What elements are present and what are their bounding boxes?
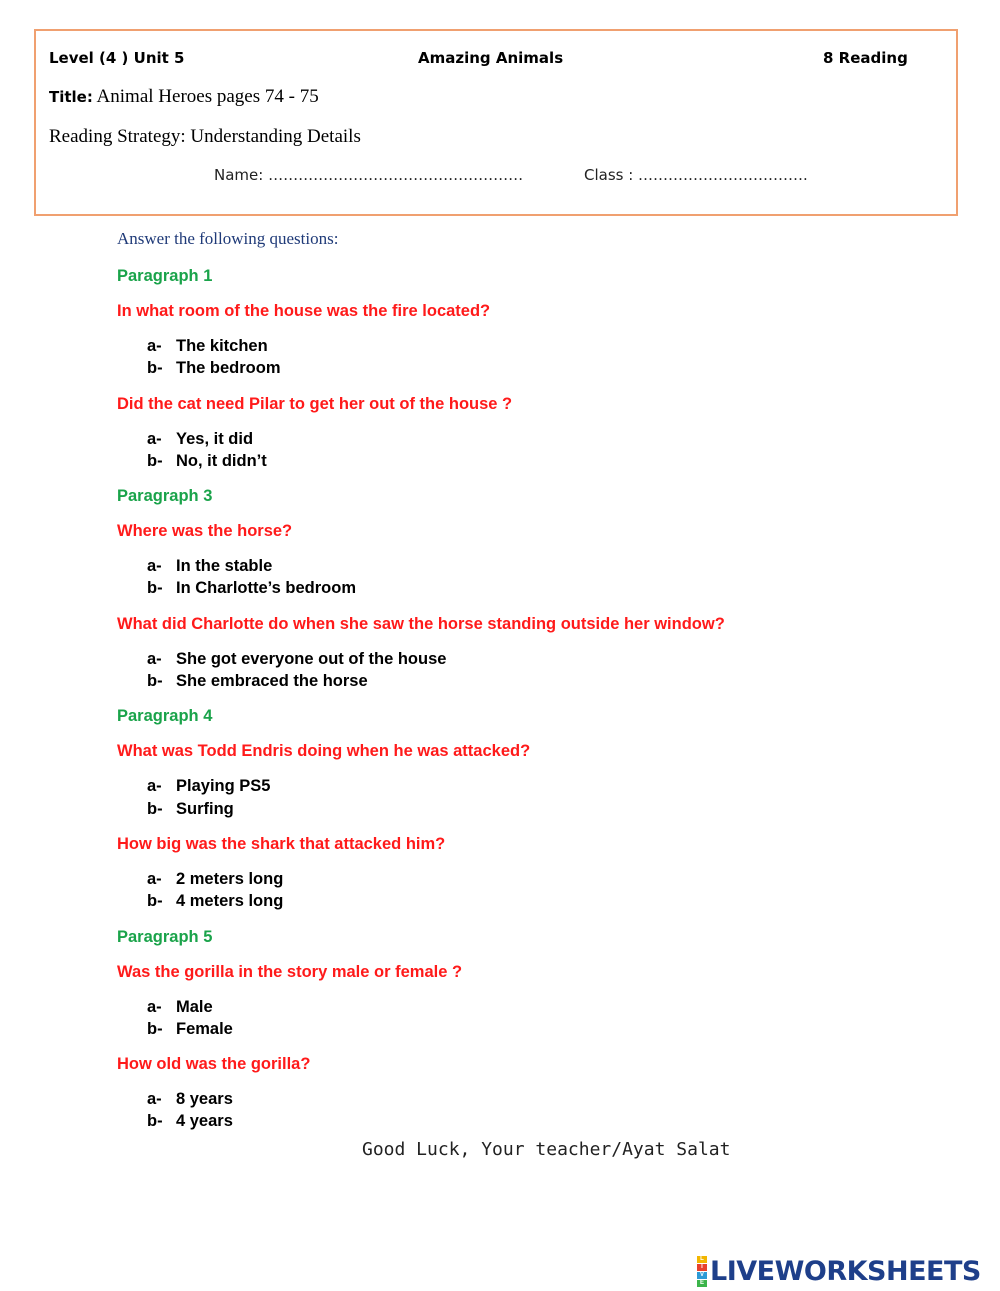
option-letter: b- [147, 799, 163, 818]
answer-option[interactable] [117, 775, 937, 797]
option-text: Male [176, 997, 213, 1016]
answer-options [117, 335, 937, 380]
reading-label: 8 Reading [823, 49, 908, 67]
question-text: Did the cat need Pilar to get her out of the house ? [117, 394, 513, 413]
name-field: Name: …………………………………………… [214, 166, 524, 184]
paragraph-heading: Paragraph 5 [117, 927, 213, 946]
option-text: She got everyone out of the house [176, 649, 447, 668]
option-text: The bedroom [176, 359, 281, 378]
answer-option[interactable] [117, 798, 937, 820]
logo-mark-letter: L [697, 1256, 707, 1263]
liveworksheets-logo [697, 1256, 981, 1286]
answer-option[interactable] [117, 868, 937, 890]
option-text: Playing PS5 [176, 777, 271, 796]
option-text: No, it didn’t [176, 451, 267, 470]
option-text: Female [176, 1019, 233, 1038]
paragraph-heading: Paragraph 4 [117, 707, 213, 726]
option-letter: a- [147, 997, 162, 1016]
option-letter: a- [147, 777, 162, 796]
option-letter: b- [147, 579, 163, 598]
answer-options [117, 428, 937, 473]
option-letter: b- [147, 1112, 163, 1131]
option-text: 4 years [176, 1112, 233, 1131]
option-letter: a- [147, 869, 162, 888]
option-letter: b- [147, 451, 163, 470]
answer-option[interactable] [117, 670, 937, 692]
question-text: In what room of the house was the fire located? [117, 302, 491, 320]
questions-area [117, 265, 937, 1146]
answer-options [117, 1088, 937, 1133]
title-value: Animal Heroes pages 74 - 75 [92, 86, 319, 107]
logo-mark-icon [697, 1256, 707, 1287]
reading-strategy: Reading Strategy: Understanding Details [49, 126, 361, 147]
question-text: What was Todd Endris doing when he was attacked? [117, 742, 531, 761]
option-text: 4 meters long [176, 892, 284, 911]
option-text: 8 years [176, 1090, 233, 1109]
answer-option[interactable] [117, 996, 937, 1018]
option-letter: b- [147, 892, 163, 911]
question-text: What did Charlotte do when she saw the horse standing outside her window? [117, 614, 725, 633]
question-text: Where was the horse? [117, 522, 293, 541]
option-text: Surfing [176, 799, 234, 818]
logo-mark-letter: I [697, 1264, 707, 1271]
answer-option[interactable] [117, 648, 937, 670]
answer-option[interactable] [117, 890, 937, 912]
option-letter: b- [147, 1019, 163, 1038]
answer-options [117, 555, 937, 600]
level-unit: Level (4 ) Unit 5 [49, 49, 185, 67]
worksheet-header [34, 29, 958, 216]
option-text: Yes, it did [176, 429, 254, 448]
answer-option[interactable] [117, 335, 937, 357]
unit-title: Amazing Animals [418, 49, 564, 67]
question-text: How old was the gorilla? [117, 1055, 311, 1074]
answer-option[interactable] [117, 1018, 937, 1040]
class-field: Class : ……………………………. [584, 166, 808, 184]
closing-note: Good Luck, Your teacher/Ayat Salat [362, 1139, 731, 1160]
answer-options [117, 775, 937, 820]
option-text: The kitchen [176, 337, 268, 355]
instructions: Answer the following questions: [117, 229, 339, 248]
logo-mark-letter: E [697, 1280, 707, 1287]
option-text: In Charlotte’s bedroom [176, 579, 356, 598]
answer-option[interactable] [117, 1110, 937, 1132]
answer-options [117, 648, 937, 693]
question-text: How big was the shark that attacked him? [117, 834, 446, 853]
answer-option[interactable] [117, 577, 937, 599]
option-letter: a- [147, 557, 162, 576]
answer-option[interactable] [117, 555, 937, 577]
question-text: Was the gorilla in the story male or female ? [117, 962, 463, 981]
option-letter: a- [147, 429, 162, 448]
title-line [49, 86, 319, 108]
answer-options [117, 868, 937, 913]
option-letter: b- [147, 359, 163, 378]
title-label: Title: [49, 88, 93, 106]
answer-option[interactable] [117, 1088, 937, 1110]
option-text: In the stable [176, 557, 273, 576]
answer-option[interactable] [117, 428, 937, 450]
option-letter: b- [147, 672, 163, 691]
option-text: 2 meters long [176, 869, 284, 888]
answer-options [117, 996, 937, 1041]
logo-mark-letter: V [697, 1272, 707, 1279]
paragraph-heading: Paragraph 3 [117, 487, 213, 506]
option-letter: a- [147, 649, 162, 668]
option-letter: a- [147, 337, 162, 355]
answer-option[interactable] [117, 450, 937, 472]
answer-option[interactable] [117, 357, 937, 379]
logo-text: LIVEWORKSHEETS [710, 1255, 981, 1287]
option-text: She embraced the horse [176, 672, 368, 691]
paragraph-heading: Paragraph 1 [117, 267, 213, 285]
option-letter: a- [147, 1090, 162, 1109]
